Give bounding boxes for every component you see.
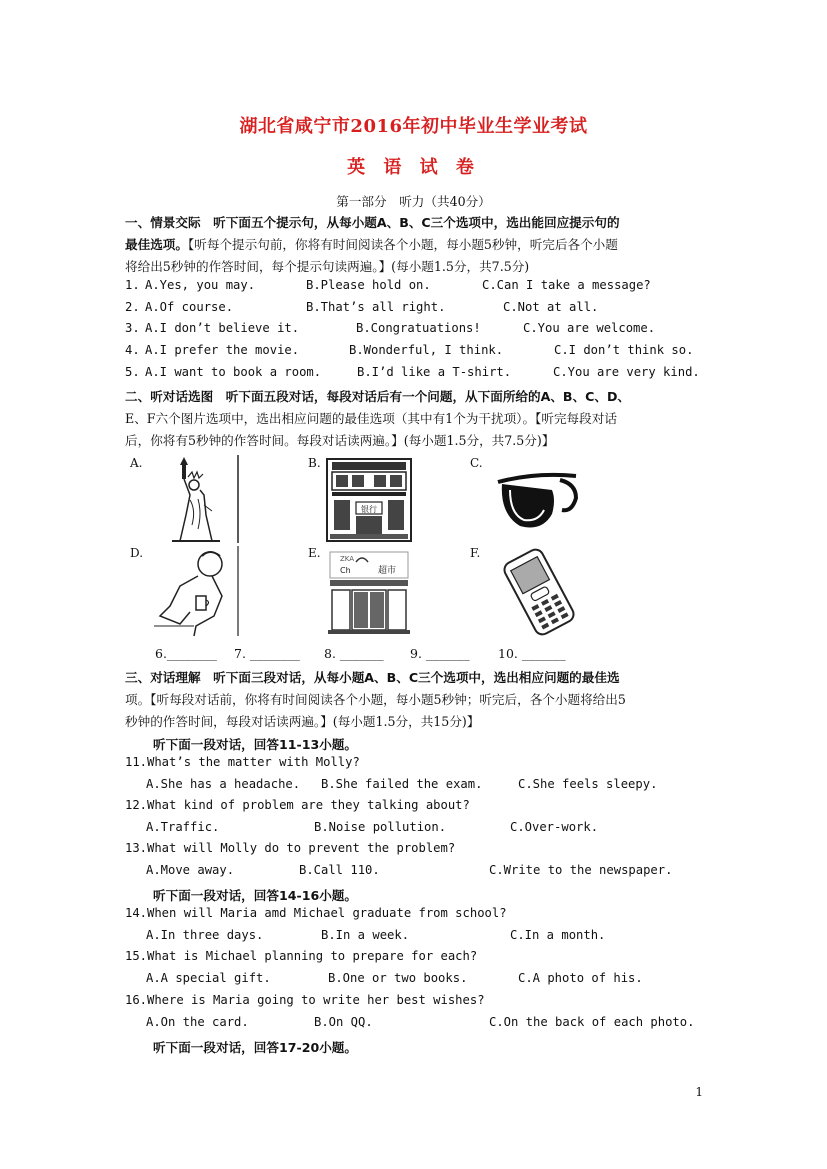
svg-text:ZKA: ZKA (340, 555, 355, 563)
picture-letter: D. (130, 546, 144, 560)
answer-blank[interactable]: 10. _______ (498, 646, 566, 661)
section3-instruction-line: 三、对话理解 听下面三段对话，从每小题A、B、C三个选项中，选出相应问题的最佳选 (125, 670, 620, 685)
option-b: B.On QQ. (314, 1015, 373, 1029)
option-c: C.She feels sleepy. (518, 777, 658, 791)
option-c: C.You are welcome. (523, 321, 656, 335)
option-b: B.Call 110. (299, 863, 380, 877)
section1-instruction-line: 一、情景交际 听下面五个提示句，从每小题A、B、C三个选项中，选出能回应提示句的 (125, 215, 620, 230)
statue-of-liberty-icon (150, 455, 242, 543)
option-b: B.That’s all right. (306, 300, 446, 314)
question-number: 4. (125, 343, 140, 357)
page-number: 1 (695, 1085, 703, 1099)
sunglasses-icon (496, 470, 580, 534)
question-stem: 12.What kind of problem are they talking about? (125, 798, 470, 812)
part1-header: 第一部分 听力（共40分） (336, 194, 491, 209)
bank-sign: 银行 (361, 505, 377, 514)
picture-letter: F. (470, 546, 481, 560)
option-b: B.She failed the exam. (321, 777, 483, 791)
section2-instruction-line: E、F六个图片选项中，选出相应问题的最佳选项（其中有1个为干扰项）。【听完每段对话 (125, 411, 617, 426)
option-c: C.Write to the newspaper. (489, 863, 673, 877)
picture-letter: E. (308, 546, 321, 560)
answer-blank[interactable]: 7. ________ (234, 646, 300, 661)
section3-instruction-line: 秒钟的作答时间，每段对话读两遍。】(每小题1.5分，共15分)】 (125, 714, 480, 729)
option-c: C.On the back of each photo. (489, 1015, 695, 1029)
section1-instruction-line: 将给出5秒钟的作答时间，每个提示句读两遍。】(每小题1.5分，共7.5分) (125, 259, 530, 274)
answer-blank[interactable]: 8. _______ (324, 646, 384, 661)
question-stem: 13.What will Molly do to prevent the problem? (125, 841, 456, 855)
option-a: A.Traffic. (146, 820, 220, 834)
question-stem: 11.What’s the matter with Molly? (125, 755, 360, 769)
option-b: B.In a week. (321, 928, 410, 942)
exam-title: 湖北省咸宁市2016年初中毕业生学业考试 (239, 116, 588, 137)
option-c: C.Can I take a message? (482, 278, 651, 292)
picture-letter: C. (470, 456, 483, 470)
option-a: A.She has a headache. (146, 777, 301, 791)
person-drinking-icon (150, 546, 242, 638)
option-a: A.I don’t believe it. (145, 321, 300, 335)
question-number: 5. (125, 365, 140, 379)
question-number: 2. (125, 300, 140, 314)
option-b: B.Wonderful, I think. (349, 343, 504, 357)
option-b: B.One or two books. (328, 971, 468, 985)
option-a: A.I prefer the movie. (145, 343, 300, 357)
option-a: A.I want to book a room. (145, 365, 322, 379)
option-a: A.Move away. (146, 863, 235, 877)
svg-text:Ch: Ch (340, 566, 351, 575)
question-number: 3. (125, 321, 140, 335)
group-heading: 听下面一段对话，回答17-20小题。 (153, 1040, 357, 1055)
option-a: A.Yes, you may. (145, 278, 256, 292)
question-stem: 15.What is Michael planning to prepare for each? (125, 949, 478, 963)
option-b: B.I’d like a T-shirt. (357, 365, 512, 379)
option-b: B.Congratuations! (356, 321, 481, 335)
option-a: A.On the card. (146, 1015, 249, 1029)
option-b: B.Noise pollution. (314, 820, 447, 834)
section1-instruction-line: 最佳选项。【听每个提示句前，你将有时间阅读各个小题，每小题5秒钟，听完后各个小题 (125, 237, 618, 252)
picture-letter: B. (308, 456, 321, 470)
option-c: C.In a month. (510, 928, 606, 942)
option-c: C.Over-work. (510, 820, 599, 834)
option-b: B.Please hold on. (306, 278, 431, 292)
option-c: C.A photo of his. (518, 971, 643, 985)
picture-letter: A. (130, 456, 143, 470)
option-c: C.You are very kind. (553, 365, 700, 379)
question-stem: 14.When will Maria amd Michael graduate from school? (125, 906, 507, 920)
option-c: C.I don’t think so. (554, 343, 694, 357)
option-a: A.Of course. (145, 300, 234, 314)
answer-blank[interactable]: 9. _______ (410, 646, 470, 661)
supermarket-sign: 超市 (378, 566, 397, 576)
section2-instruction-line: 二、听对话选图 听下面五段对话，每段对话后有一个问题，从下面所给的A、B、C、D、 (125, 389, 631, 404)
paper-subtitle: 英 语 试 卷 (347, 157, 480, 178)
group-heading: 听下面一段对话，回答11-13小题。 (153, 737, 357, 752)
group-heading: 听下面一段对话，回答14-16小题。 (153, 888, 357, 903)
mobile-phone-icon (496, 548, 582, 636)
question-number: 1. (125, 278, 140, 292)
bank-building-icon (326, 458, 412, 542)
section3-instruction-line: 项。【听每段对话前，你将有时间阅读各个小题，每小题5秒钟；听完后，各个小题将给出5 (125, 692, 626, 707)
question-stem: 16.Where is Maria going to write her best wishes? (125, 993, 485, 1007)
option-a: A.In three days. (146, 928, 264, 942)
supermarket-icon (326, 548, 412, 636)
option-c: C.Not at all. (503, 300, 599, 314)
section2-instruction-line: 后，你将有5秒钟的作答时间。每段对话读两遍。】(每小题1.5分，共7.5分)】 (125, 433, 555, 448)
answer-blank[interactable]: 6.________ (155, 646, 217, 661)
option-a: A.A special gift. (146, 971, 271, 985)
